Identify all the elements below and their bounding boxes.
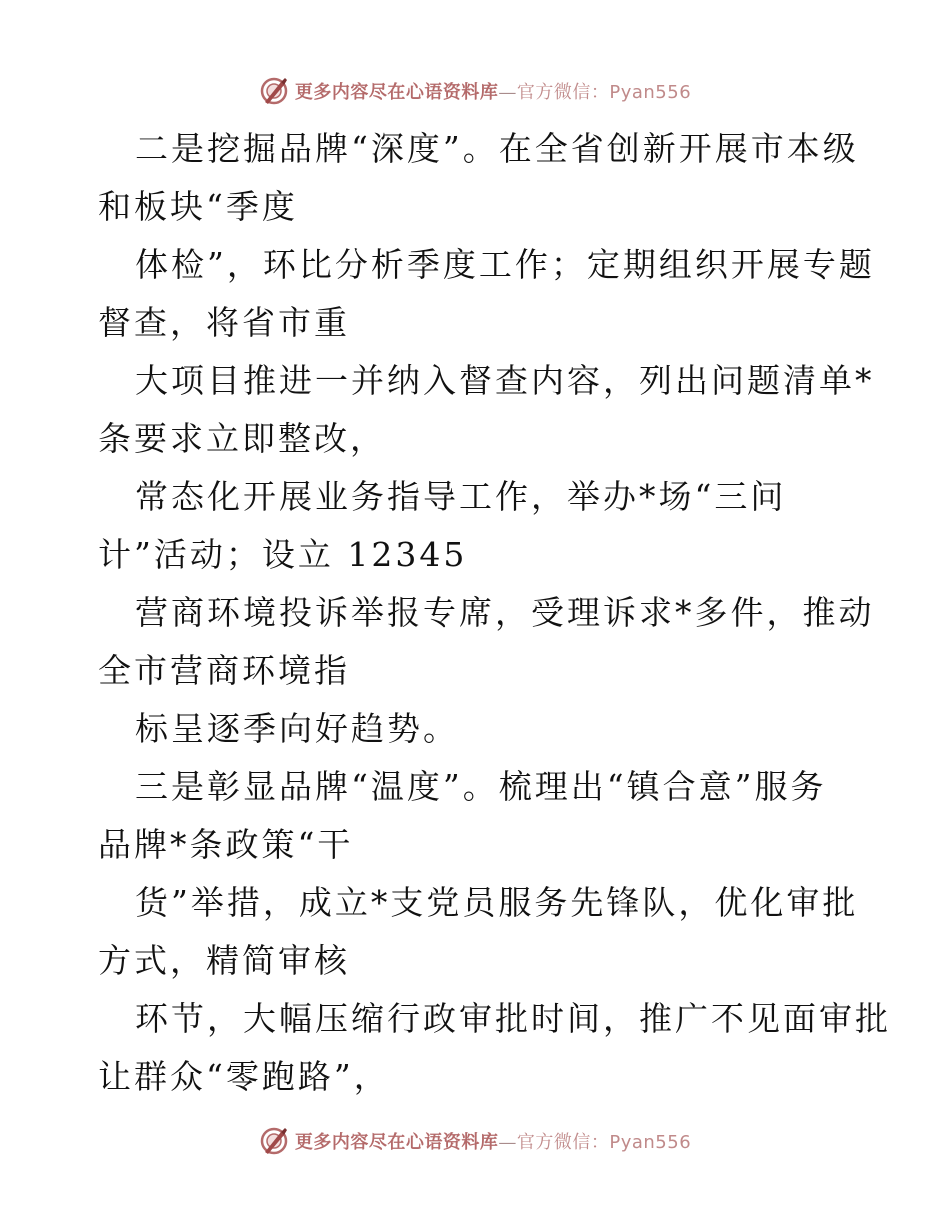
watermark-separator: — xyxy=(498,1132,517,1153)
text-line: 让群众“零跑路”， xyxy=(98,1057,390,1096)
text-line: 和板块“季度 xyxy=(98,187,298,226)
brush-pen-logo-icon xyxy=(259,1126,289,1156)
text-line: 货”举措，成立*支党员服务先锋队，优化审批 xyxy=(135,883,859,922)
text-line: 全市营商环境指 xyxy=(98,651,350,690)
text-line: 环节，大幅压缩行政审批时间，推广不见面审批 xyxy=(135,999,891,1038)
text-line: 品牌*条政策“干 xyxy=(98,825,354,864)
watermark-wechat-label: 官方微信： xyxy=(516,82,610,103)
text-line: 计”活动；设立 12345 xyxy=(98,535,468,574)
text-line: 二是挖掘品牌“深度”。在全省创新开展市本级 xyxy=(135,129,859,168)
text-line: 三是彰显品牌“温度”。梳理出“镇合意”服务 xyxy=(135,767,827,806)
watermark-brand: 更多内容尽在心语资料库 xyxy=(294,1132,499,1153)
watermark-wechat-id: Pyan556 xyxy=(609,82,692,103)
text-line: 营商环境投诉举报专席，受理诉求*多件，推动 xyxy=(135,593,875,632)
text-line: 督查，将省市重 xyxy=(98,303,350,342)
text-line: 大项目推进一并纳入督查内容，列出问题清单* xyxy=(135,361,875,400)
footer-watermark-banner xyxy=(0,1121,950,1161)
text-line: 条要求立即整改， xyxy=(98,419,386,458)
header-watermark-banner xyxy=(0,71,950,111)
watermark-text xyxy=(295,78,691,104)
brush-pen-logo-icon xyxy=(259,76,289,106)
watermark-wechat-label: 官方微信： xyxy=(516,1132,610,1153)
watermark-wechat-id: Pyan556 xyxy=(609,1132,692,1153)
text-line: 方式，精简审核 xyxy=(98,941,350,980)
document-body xyxy=(0,120,950,1106)
watermark-brand: 更多内容尽在心语资料库 xyxy=(294,82,499,103)
watermark-separator: — xyxy=(498,82,517,103)
text-line: 常态化开展业务指导工作，举办*场“三问 xyxy=(135,477,787,516)
text-line: 体检”，环比分析季度工作；定期组织开展专题 xyxy=(135,245,875,284)
watermark-text xyxy=(295,1128,691,1154)
text-line: 标呈逐季向好趋势。 xyxy=(135,709,459,748)
